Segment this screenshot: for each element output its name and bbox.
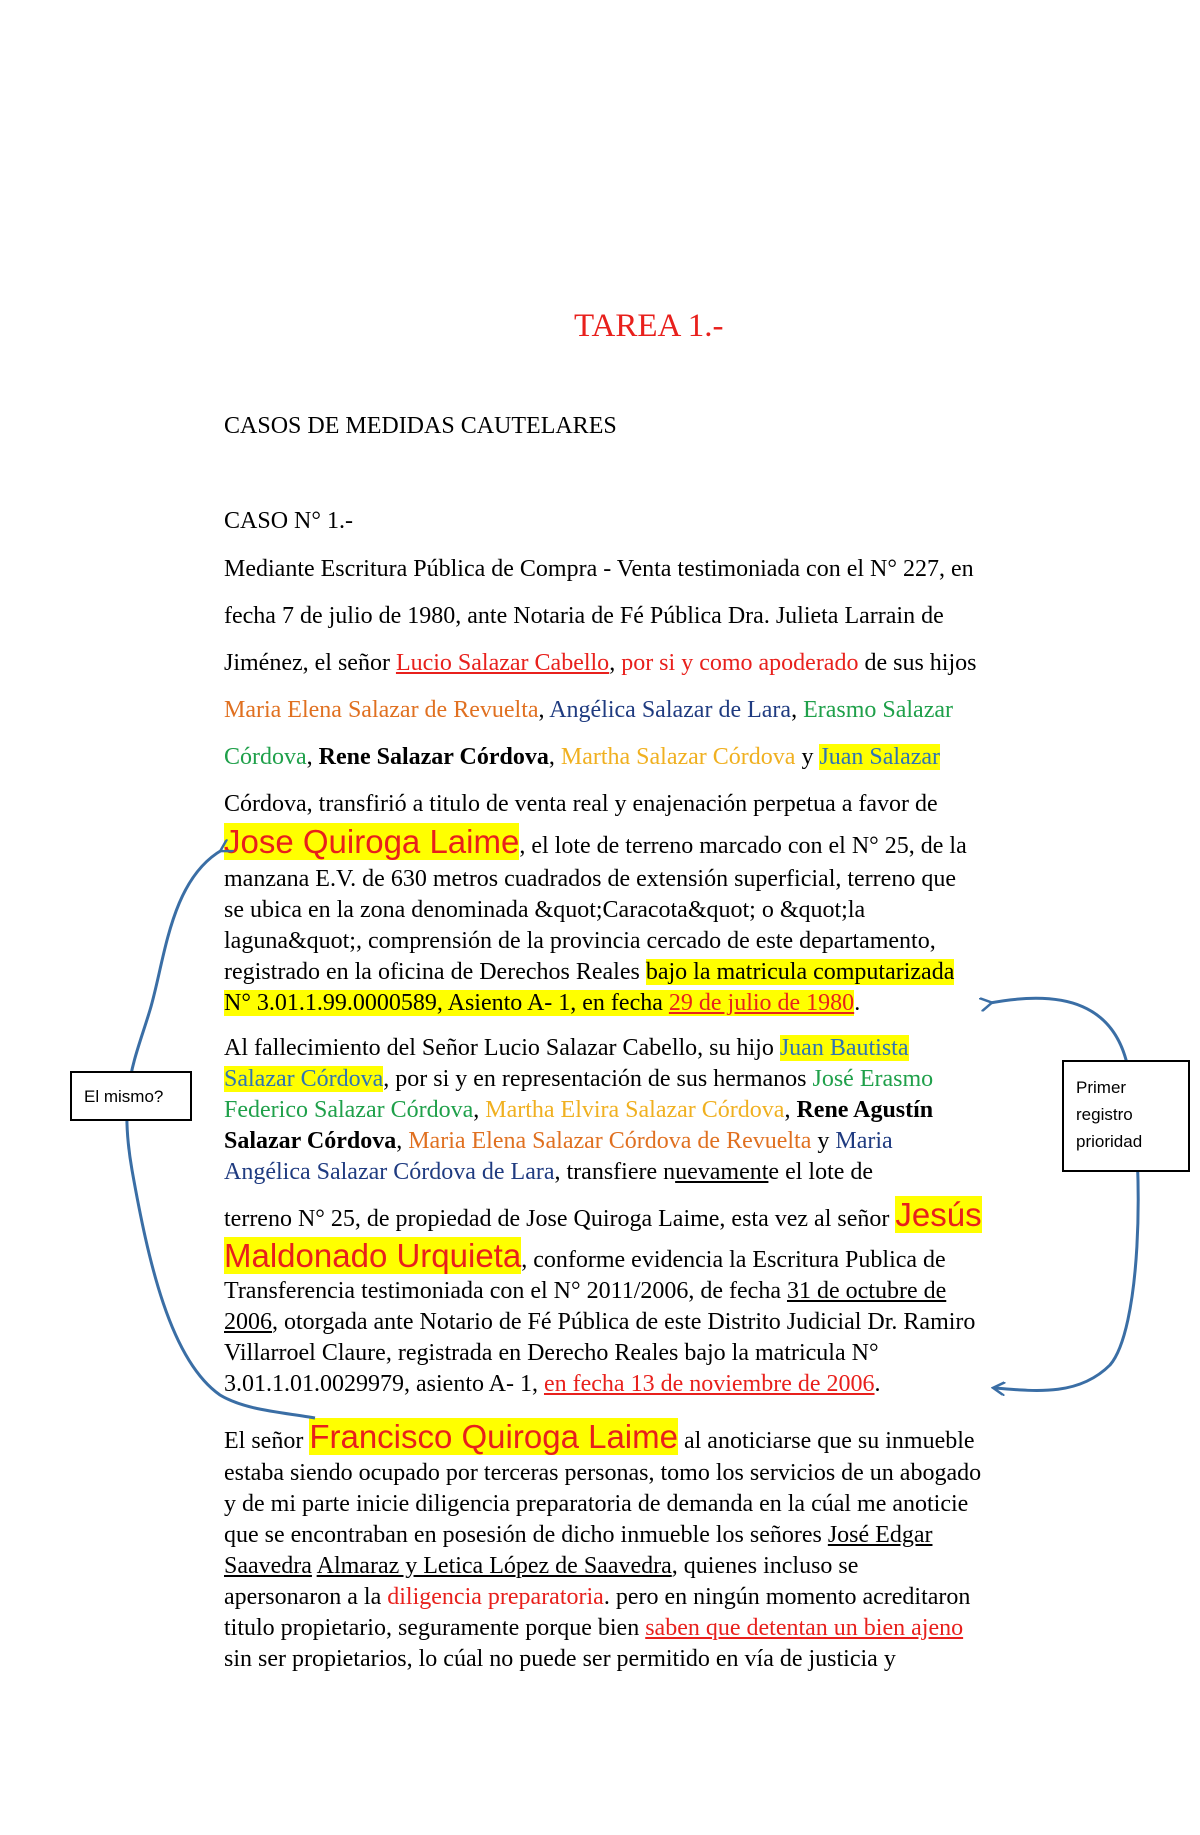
text-line: Salazar Córdova, por si y en representación de sus hermanos José Erasmo [224,1066,934,1092]
text-line: laguna&quot;, comprensión de la provincia cercado de este departamento, [224,928,936,954]
text-line: Maldonado Urquieta, conforme evidencia la Escritura Publica de [224,1237,946,1274]
person-name: Almaraz y Letica López de Saavedra [316,1553,672,1579]
text-line: terreno N° 25, de propiedad de Jose Quiroga Laime, esta vez al señor Jesús [224,1196,982,1233]
person-name: Erasmo Salazar [803,697,953,723]
text-line: Angélica Salazar Córdova de Lara, transfiere nuevamente el lote de [224,1159,874,1185]
text-line: 2006, otorgada ante Notario de Fé Pública de este Distrito Judicial Dr. Ramiro [224,1309,976,1335]
text-line: titulo propietario, seguramente porque bien saben que detentan un bien ajeno [224,1615,964,1641]
text-line: fecha 7 de julio de 1980, ante Notaria de Fé Pública Dra. Julieta Larrain de [224,603,944,629]
person-name: Rene Agustín [796,1097,934,1123]
person-name: Martha Salazar Córdova [560,744,796,770]
annotation-box-right: Primer registro prioridad [1062,1060,1190,1172]
person-name: Jesús [895,1196,982,1233]
text-line: y de mi parte inicie diligencia preparatoria de demanda en la cúal me anoticie [224,1491,969,1517]
annotation-box-left: El mismo? [70,1071,192,1121]
text-line: N° 3.01.1.99.0000589, Asiento A- 1, en fecha 29 de julio de 1980. [224,990,861,1016]
person-name: Juan Salazar [819,744,941,770]
text-line: Villarroel Claure, registrada en Derecho Reales bajo la matricula N° [224,1340,879,1366]
section-heading: CASOS DE MEDIDAS CAUTELARES [224,413,617,439]
text-line: Transferencia testimoniada con el N° 2011/2006, de fecha 31 de octubre de [224,1278,947,1304]
text-line: Salazar Córdova, Maria Elena Salazar Córdova de Revuelta y Maria [224,1128,893,1154]
person-name: Maria Elena Salazar Córdova de Revuelta [408,1128,812,1154]
person-name: Maria [835,1128,893,1154]
date: en fecha 13 de noviembre de 2006 [543,1371,875,1397]
text-line: sin ser propietarios, lo cúal no puede ser permitido en vía de justicia y [224,1646,896,1672]
person-name: Jose Quiroga Laime [224,823,520,860]
case-label: CASO N° 1.- [224,508,353,534]
text-line: Al fallecimiento del Señor Lucio Salazar Cabello, su hijo Juan Bautista [224,1035,909,1061]
date: 31 de octubre de [786,1278,947,1304]
text-line: apersonaron a la diligencia preparatoria. pero en ningún momento acreditaron [224,1584,971,1610]
person-name: Martha Elvira Salazar Córdova [485,1097,785,1123]
date: 29 de julio de 1980 [668,990,855,1016]
page-title: TAREA 1.- [574,308,724,344]
person-name: Lucio Salazar Cabello [395,650,610,676]
text-line: manzana E.V. de 630 metros cuadrados de extensión superficial, terreno que [224,866,956,892]
text-line: registrado en la oficina de Derechos Reales bajo la matricula computarizada [224,959,955,985]
text-line: Jose Quiroga Laime, el lote de terreno marcado con el N° 25, de la [224,823,967,860]
text-line: 3.01.1.01.0029979, asiento A- 1, en fecha 13 de noviembre de 2006. [224,1371,881,1397]
person-name: Rene Salazar Córdova [318,744,549,770]
text-line: El señor Francisco Quiroga Laime al anoticiarse que su inmueble [224,1418,975,1455]
person-name: Maria Elena Salazar de Revuelta [224,697,539,723]
text-line: Córdova, Rene Salazar Córdova, Martha Salazar Córdova y Juan Salazar [224,744,941,770]
text-line: estaba siendo ocupado por terceras personas, tomo los servicios de un abogado [224,1460,982,1486]
person-name: Juan Bautista [779,1035,909,1061]
text-line: que se encontraban en posesión de dicho inmueble los señores José Edgar [224,1522,933,1548]
person-name: José Erasmo [812,1066,934,1092]
text-line: Jiménez, el señor Lucio Salazar Cabello, por si y como apoderado de sus hijos [224,650,977,676]
text-line: Maria Elena Salazar de Revuelta, Angélica Salazar de Lara, Erasmo Salazar [224,697,953,723]
person-name: Angélica Salazar de Lara [549,697,792,723]
right-curve-arrow [990,998,1138,1390]
text-line: se ubica en la zona denominada &quot;Caracota&quot; o &quot;la [224,897,866,923]
text-line: Mediante Escritura Pública de Compra - Venta testimoniada con el N° 227, en [224,556,974,582]
person-name: José Edgar [827,1522,933,1548]
text-line: Córdova, transfirió a titulo de venta real y enajenación perpetua a favor de [224,791,938,817]
left-curve-arrow [127,850,315,1418]
text-line: Federico Salazar Córdova, Martha Elvira Salazar Córdova, Rene Agustín [224,1097,934,1123]
person-name: Francisco Quiroga Laime [309,1418,678,1455]
text-line: Saavedra Almaraz y Letica López de Saavedra, quienes incluso se [224,1553,859,1579]
